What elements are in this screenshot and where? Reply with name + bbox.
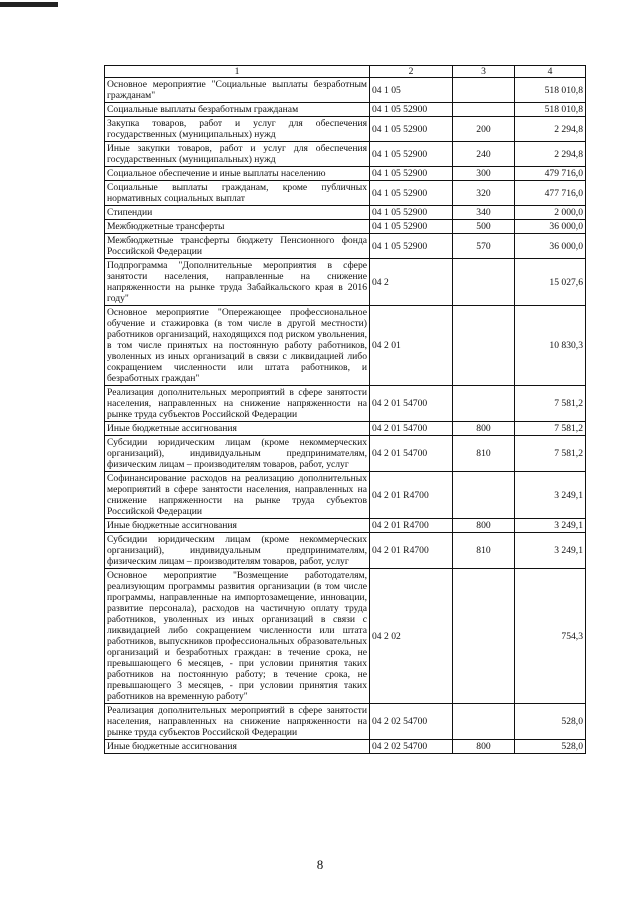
row-amount-cell: 7 581,2 (515, 422, 586, 436)
row-expense-type-cell: 320 (453, 181, 515, 206)
row-amount-cell: 3 249,1 (515, 472, 586, 519)
table-row (105, 259, 586, 306)
table-row (105, 103, 586, 117)
table-row (105, 386, 586, 422)
row-expense-type-cell: 200 (453, 117, 515, 142)
table-row (105, 704, 586, 740)
row-code-cell: 04 1 05 52900 (370, 234, 453, 259)
row-code-cell: 04 1 05 52900 (370, 117, 453, 142)
row-amount-cell: 10 830,3 (515, 306, 586, 386)
row-expense-type-cell: 340 (453, 206, 515, 220)
row-amount-cell: 7 581,2 (515, 436, 586, 472)
row-amount-cell: 36 000,0 (515, 234, 586, 259)
row-name-cell: Стипендии (105, 206, 370, 220)
row-code-cell: 04 2 01 R4700 (370, 533, 453, 569)
row-name-cell: Межбюджетные трансферты бюджету Пенсионного фонда Российской Федерации (105, 234, 370, 259)
row-name-cell: Иные бюджетные ассигнования (105, 422, 370, 436)
row-expense-type-cell: 800 (453, 519, 515, 533)
row-expense-type-cell: 810 (453, 436, 515, 472)
row-amount-cell: 2 294,8 (515, 142, 586, 167)
table-row (105, 436, 586, 472)
table-row (105, 234, 586, 259)
row-expense-type-cell: 800 (453, 422, 515, 436)
row-code-cell: 04 2 01 (370, 306, 453, 386)
table-row (105, 422, 586, 436)
row-amount-cell: 479 716,0 (515, 167, 586, 181)
table-row (105, 167, 586, 181)
header-col-2: 2 (370, 66, 453, 78)
table-body (105, 78, 586, 754)
row-amount-cell: 36 000,0 (515, 220, 586, 234)
table-row (105, 78, 586, 103)
row-code-cell: 04 2 02 54700 (370, 740, 453, 754)
row-code-cell: 04 1 05 52900 (370, 103, 453, 117)
table-row (105, 533, 586, 569)
scan-edge-mark (0, 2, 58, 7)
table-row (105, 206, 586, 220)
row-expense-type-cell (453, 259, 515, 306)
row-code-cell: 04 1 05 52900 (370, 206, 453, 220)
header-col-3: 3 (453, 66, 515, 78)
row-name-cell: Субсидии юридическим лицам (кроме некоммерческих организаций), индивидуальным предпринимателям, физическим лицам – производителям товаров, работ, услуг (105, 436, 370, 472)
budget-table (104, 65, 586, 754)
row-expense-type-cell: 300 (453, 167, 515, 181)
row-name-cell: Реализация дополнительных мероприятий в сфере занятости населения, направленных на снижение напряженности на рынке труда субъектов Российской Федерации (105, 704, 370, 740)
table-header-row (105, 66, 586, 78)
row-name-cell: Основное мероприятие "Возмещение работодателям, реализующим программы развития организации (в том числе программы, направленные на импортозамещение, инновации, развитие персонала), расходов на частичную оплату труда работников, уволенных из иных организаций в связи с ликвидацией либо сокращением численности или штата работников, выпускников профессиональных образовательных организаций и безработных граждан: в течение срока, не превышающего 6 месяцев, - при условии принятия таких работников на постоянную работу; в течение срока, не превышающего 3 месяцев, - при условии принятия таких работников на временную работу" (105, 569, 370, 704)
row-expense-type-cell (453, 472, 515, 519)
row-amount-cell: 528,0 (515, 704, 586, 740)
row-expense-type-cell (453, 306, 515, 386)
row-code-cell: 04 1 05 (370, 78, 453, 103)
row-code-cell: 04 2 02 (370, 569, 453, 704)
table-row (105, 220, 586, 234)
table-row (105, 740, 586, 754)
table-row (105, 472, 586, 519)
row-code-cell: 04 2 01 R4700 (370, 519, 453, 533)
row-code-cell: 04 1 05 52900 (370, 142, 453, 167)
row-name-cell: Субсидии юридическим лицам (кроме некоммерческих организаций), индивидуальным предпринимателям, физическим лицам – производителям товаров, работ, услуг (105, 533, 370, 569)
table-row (105, 142, 586, 167)
row-name-cell: Иные закупки товаров, работ и услуг для обеспечения государственных (муниципальных) нужд (105, 142, 370, 167)
row-amount-cell: 477 716,0 (515, 181, 586, 206)
header-col-4: 4 (515, 66, 586, 78)
row-name-cell: Софинансирование расходов на реализацию дополнительных мероприятий в сфере занятости населения, направленных на снижение напряженности на рынке труда субъектов Российской Федерации (105, 472, 370, 519)
header-col-1: 1 (105, 66, 370, 78)
row-amount-cell: 518 010,8 (515, 103, 586, 117)
row-code-cell: 04 2 02 54700 (370, 704, 453, 740)
row-name-cell: Иные бюджетные ассигнования (105, 519, 370, 533)
row-amount-cell: 528,0 (515, 740, 586, 754)
row-name-cell: Закупка товаров, работ и услуг для обеспечения государственных (муниципальных) нужд (105, 117, 370, 142)
row-amount-cell: 7 581,2 (515, 386, 586, 422)
row-code-cell: 04 2 01 54700 (370, 386, 453, 422)
page-number: 8 (316, 857, 324, 872)
row-code-cell: 04 1 05 52900 (370, 220, 453, 234)
row-expense-type-cell (453, 569, 515, 704)
row-name-cell: Основное мероприятие "Социальные выплаты безработным гражданам" (105, 78, 370, 103)
row-name-cell: Реализация дополнительных мероприятий в сфере занятости населения, направленных на снижение напряженности на рынке труда субъектов Российской Федерации (105, 386, 370, 422)
row-expense-type-cell: 800 (453, 740, 515, 754)
row-code-cell: 04 2 (370, 259, 453, 306)
row-name-cell: Иные бюджетные ассигнования (105, 740, 370, 754)
row-code-cell: 04 2 01 54700 (370, 422, 453, 436)
row-expense-type-cell: 500 (453, 220, 515, 234)
row-amount-cell: 518 010,8 (515, 78, 586, 103)
row-expense-type-cell: 810 (453, 533, 515, 569)
row-amount-cell: 3 249,1 (515, 519, 586, 533)
row-expense-type-cell: 240 (453, 142, 515, 167)
row-expense-type-cell (453, 78, 515, 103)
row-name-cell: Основное мероприятие "Опережающее профессиональное обучение и стажировка (в том числе в другой местности) работников организаций, находящихся под риском увольнения, в том числе принятых на постоянную работу работников, уволенных из иных организаций в связи с ликвидацией либо сокращением численности или штата работников, и безработных граждан" (105, 306, 370, 386)
row-expense-type-cell: 570 (453, 234, 515, 259)
table-row (105, 306, 586, 386)
row-code-cell: 04 1 05 52900 (370, 181, 453, 206)
row-name-cell: Межбюджетные трансферты (105, 220, 370, 234)
row-name-cell: Социальное обеспечение и иные выплаты населению (105, 167, 370, 181)
row-amount-cell: 3 249,1 (515, 533, 586, 569)
row-code-cell: 04 2 01 54700 (370, 436, 453, 472)
row-expense-type-cell (453, 704, 515, 740)
row-amount-cell: 2 000,0 (515, 206, 586, 220)
row-name-cell: Подпрограмма "Дополнительные мероприятия в сфере занятости населения, направленные на снижение напряженности на рынке труда Забайкальского края в 2016 году" (105, 259, 370, 306)
row-expense-type-cell (453, 103, 515, 117)
table-row (105, 117, 586, 142)
table-row (105, 181, 586, 206)
row-expense-type-cell (453, 386, 515, 422)
row-amount-cell: 2 294,8 (515, 117, 586, 142)
row-amount-cell: 754,3 (515, 569, 586, 704)
row-amount-cell: 15 027,6 (515, 259, 586, 306)
row-name-cell: Социальные выплаты гражданам, кроме публичных нормативных социальных выплат (105, 181, 370, 206)
row-code-cell: 04 2 01 R4700 (370, 472, 453, 519)
row-name-cell: Социальные выплаты безработным гражданам (105, 103, 370, 117)
table-row (105, 519, 586, 533)
row-code-cell: 04 1 05 52900 (370, 167, 453, 181)
table-row (105, 569, 586, 704)
